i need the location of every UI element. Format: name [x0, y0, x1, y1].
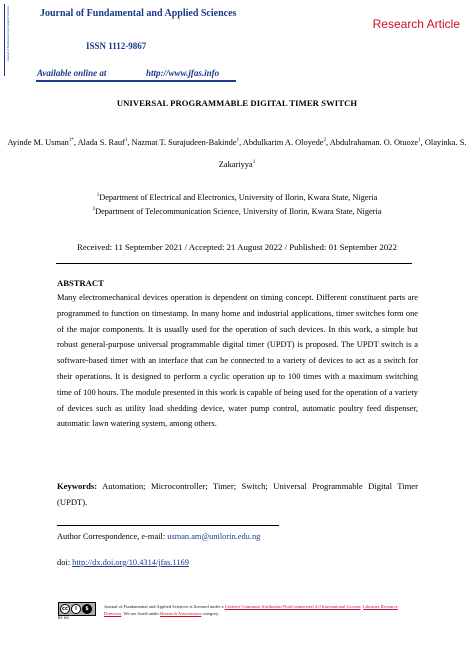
author-name: Abdulrahaman. O. Otuoze: [329, 137, 419, 147]
article-type-label: Research Article: [372, 17, 460, 31]
issn: ISSN 1112-9867: [86, 41, 147, 51]
research-associations-link[interactable]: Research Associations: [160, 611, 202, 616]
journal-brand-strip: [4, 4, 14, 76]
affiliation-sup: 2: [92, 207, 96, 213]
author-separator: ,: [326, 137, 330, 147]
affiliation-sup: 1: [96, 193, 100, 199]
header-divider: [36, 80, 236, 82]
author-separator: ,: [239, 137, 243, 147]
doi-label: doi:: [57, 558, 73, 567]
doi-note: [57, 558, 189, 567]
author-affil-sup: 1: [124, 138, 128, 143]
author-name: Nazmat T. Surajudeen-Bakinde: [131, 137, 237, 147]
brand-strip-text: Journal of Fundamental and Applied Sciences: [6, 6, 10, 62]
cc-icon: cc: [60, 604, 70, 614]
license-statement: [104, 603, 416, 617]
author-separator: ,: [127, 137, 132, 147]
dates-divider: [56, 263, 412, 264]
paper-title: UNIVERSAL PROGRAMMABLE DIGITAL TIMER SWITCH: [116, 98, 358, 108]
libraries-directory-link[interactable]: Libraries Resource Directory: [104, 604, 398, 616]
doi-link[interactable]: http://dx.doi.org/10.4314/jfas.1169: [72, 558, 189, 567]
license-text: . We are listed under: [121, 611, 161, 616]
author-name: Alada S. Rauf: [77, 137, 125, 147]
keywords-text: Automation; Microcontroller; Timer; Switch; Universal Programmable Digital Timer (UPDT).: [57, 481, 418, 507]
attribution-icon: i: [71, 604, 81, 614]
author-affil-sup: 1: [418, 138, 421, 143]
author-affil-sup: 2: [323, 138, 327, 143]
correspondence-label: Author Correspondence, e-mail:: [57, 532, 168, 541]
license-text: Journal of Fundamental and Applied Sciences is licensed under a: [104, 604, 225, 609]
author-separator: ,: [420, 137, 425, 147]
license-text: .: [360, 604, 363, 609]
license-text: category.: [201, 611, 220, 616]
abstract-heading: ABSTRACT: [57, 278, 104, 288]
author-list: [0, 131, 474, 175]
author-affil-sup: 1: [252, 159, 256, 165]
author-affil-sup: 1: [236, 138, 240, 143]
correspondence-note: [57, 532, 260, 541]
affiliation-text: Department of Electrical and Electronics, University of Ilorin, Kwara State, Nigeria: [99, 193, 378, 202]
correspondence-email-link[interactable]: usman.am@unilorin.edu.ng: [167, 532, 261, 541]
available-online-label: Available online at: [37, 68, 107, 78]
author-affil-sup: 1*: [68, 138, 74, 143]
noncommercial-icon: $: [82, 604, 92, 614]
abstract-body: Many electromechanical devices operation is dependent on timing concept. Different constituent parts are programmed to function on timestamp. In many home and industrial applications, timer switches form one of the major components. It is usually used for the operation of such devices. In this work, a simple but robust general-purpose universal programmable digital timer (UPDT) is proposed. The UPDT switch is a software-based timer with an interface that can be connected to a variety of devices to act as a switch for their operations. It is designed to perform a cyclic operation up to 100 times with a maximum switching time of 100 hours. The module presented in this work is capable of being used for the operation of a variety of devices such as utility load shedding device, water pump control, automatic poultry feed dispenser, automatic lawn watering system, among others.: [57, 293, 418, 429]
author-name: Abdulkarim A. Oloyede: [242, 137, 324, 147]
affiliation-text: Department of Telecommunication Science, University of Ilorin, Kwara State, Nigeria: [95, 207, 382, 216]
keywords: [57, 479, 418, 510]
author-name: Olayinka. S. Zakariyya: [218, 137, 467, 169]
affiliation-2: [0, 207, 474, 216]
cc-license-link[interactable]: Creative Commons Attribution-NonCommercial 4.0 International License: [224, 604, 361, 609]
publication-dates: Received: 11 September 2021 / Accepted: 21 August 2022 / Published: 01 September 2022: [77, 242, 397, 252]
keywords-label: Keywords:: [57, 481, 98, 491]
author-name: Ayinde M. Usman: [7, 137, 69, 147]
affiliation-1: [0, 193, 474, 202]
footnote-divider: [57, 525, 279, 526]
cc-badge-text: BY NC: [58, 616, 70, 620]
journal-name: Journal of Fundamental and Applied Sciences: [40, 8, 237, 19]
journal-url-link[interactable]: http://www.jfas.info: [146, 68, 220, 78]
cc-license-badge[interactable]: [58, 602, 96, 616]
author-separator: ,: [73, 137, 78, 147]
